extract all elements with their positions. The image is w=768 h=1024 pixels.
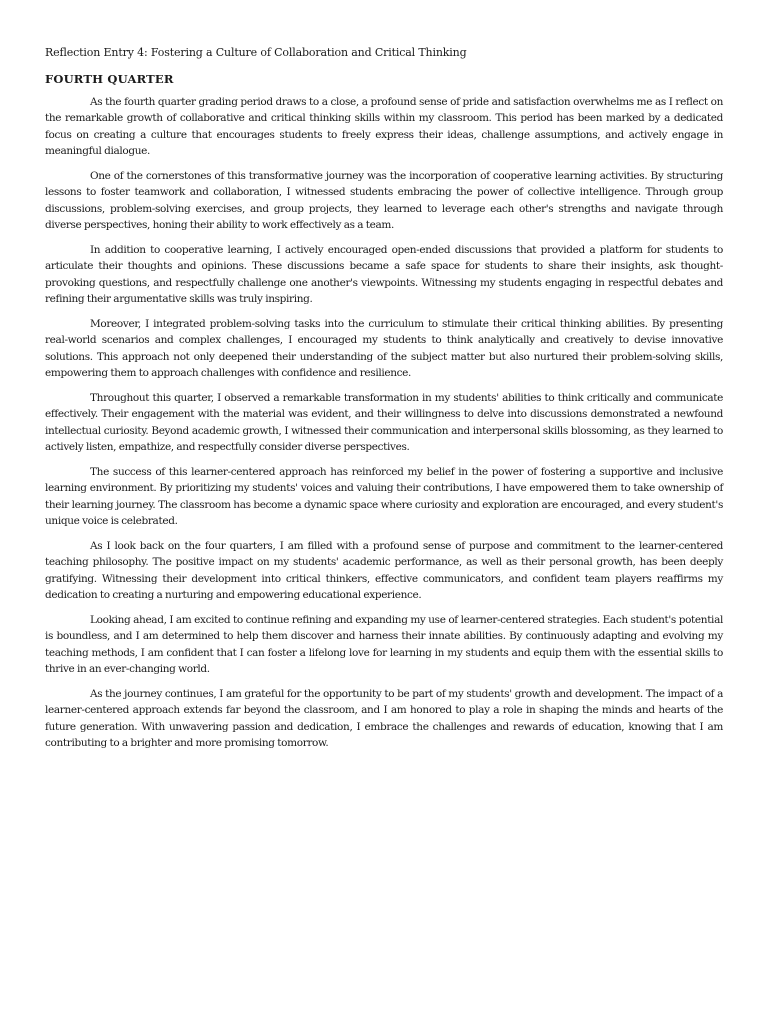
paragraph-6: The success of this learner-centered approach has reinforced my belief in the power of fostering a supportive and inclusive learning environment. By prioritizing my students' voices and valuing their contributions, I have empowered them to take ownership of their learning journey. The classroom has become a dynamic space where curiosity and exploration are encouraged, and every student's unique voice is celebrated. [45,466,723,527]
paragraph-5: Throughout this quarter, I observed a remarkable transformation in my students' abilities to think critically and communicate effectively. Their engagement with the material was evident, and their willingness to delve into discussions demonstrated a newfound intellectual curiosity. Beyond academic growth, I witnessed their communication and interpersonal skills blossoming, as they learned to actively listen, empathize, and respectfully consider diverse perspectives. [45,392,723,453]
entry-title: Reflection Entry 4: Fostering a Culture of Collaboration and Critical Thinking [45,46,467,59]
paragraph-9: As the journey continues, I am grateful for the opportunity to be part of my students' growth and development. The impact of a learner-centered approach extends far beyond the classroom, and I am honored to play a role in shaping the minds and hearts of the future generation. With unwavering passion and dedication, I embrace the challenges and rewards of education, knowing that I am contributing to a brighter and more promising tomorrow. [45,688,723,749]
paragraph-7: As I look back on the four quarters, I am filled with a profound sense of purpose and commitment to the learner-centered teaching philosophy. The positive impact on my students' academic performance, as well as their personal growth, has been deeply gratifying. Witnessing their development into critical thinkers, effective communicators, and confident team players reaffirms my dedication to creating a nurturing and empowering educational experience. [45,540,723,601]
paragraph-1: As the fourth quarter grading period draws to a close, a profound sense of pride and satisfaction overwhelms me as I reflect on the remarkable growth of collaborative and critical thinking skills within my classroom. This period has been marked by a dedicated focus on creating a culture that encourages students to freely express their ideas, challenge assumptions, and actively engage in meaningful dialogue. [45,96,723,157]
quarter-heading: FOURTH QUARTER [45,72,174,86]
paragraph-8: Looking ahead, I am excited to continue refining and expanding my use of learner-centered strategies. Each student's potential is boundless, and I am determined to help them discover and harness their innate abilities. By continuously adapting and evolving my teaching methods, I am confident that I can foster a lifelong love for learning in my students and equip them with the essential skills to thrive in an ever-changing world. [45,614,723,675]
paragraph-4: Moreover, I integrated problem-solving tasks into the curriculum to stimulate their critical thinking abilities. By presenting real-world scenarios and complex challenges, I encouraged my students to think analytically and creatively to devise innovative solutions. This approach not only deepened their understanding of the subject matter but also nurtured their problem-solving skills, empowering them to approach challenges with confidence and resilience. [45,318,723,379]
paragraph-2: One of the cornerstones of this transformative journey was the incorporation of cooperative learning activities. By structuring lessons to foster teamwork and collaboration, I witnessed students embracing the power of collective intelligence. Through group discussions, problem-solving exercises, and group projects, they learned to leverage each other's strengths and navigate through diverse perspectives, honing their ability to work effectively as a team. [45,170,723,231]
paragraph-3: In addition to cooperative learning, I actively encouraged open-ended discussions that provided a platform for students to articulate their thoughts and opinions. These discussions became a safe space for students to share their insights, ask thought-provoking questions, and respectfully challenge one another's viewpoints. Witnessing my students engaging in respectful debates and refining their argumentative skills was truly inspiring. [45,244,723,305]
